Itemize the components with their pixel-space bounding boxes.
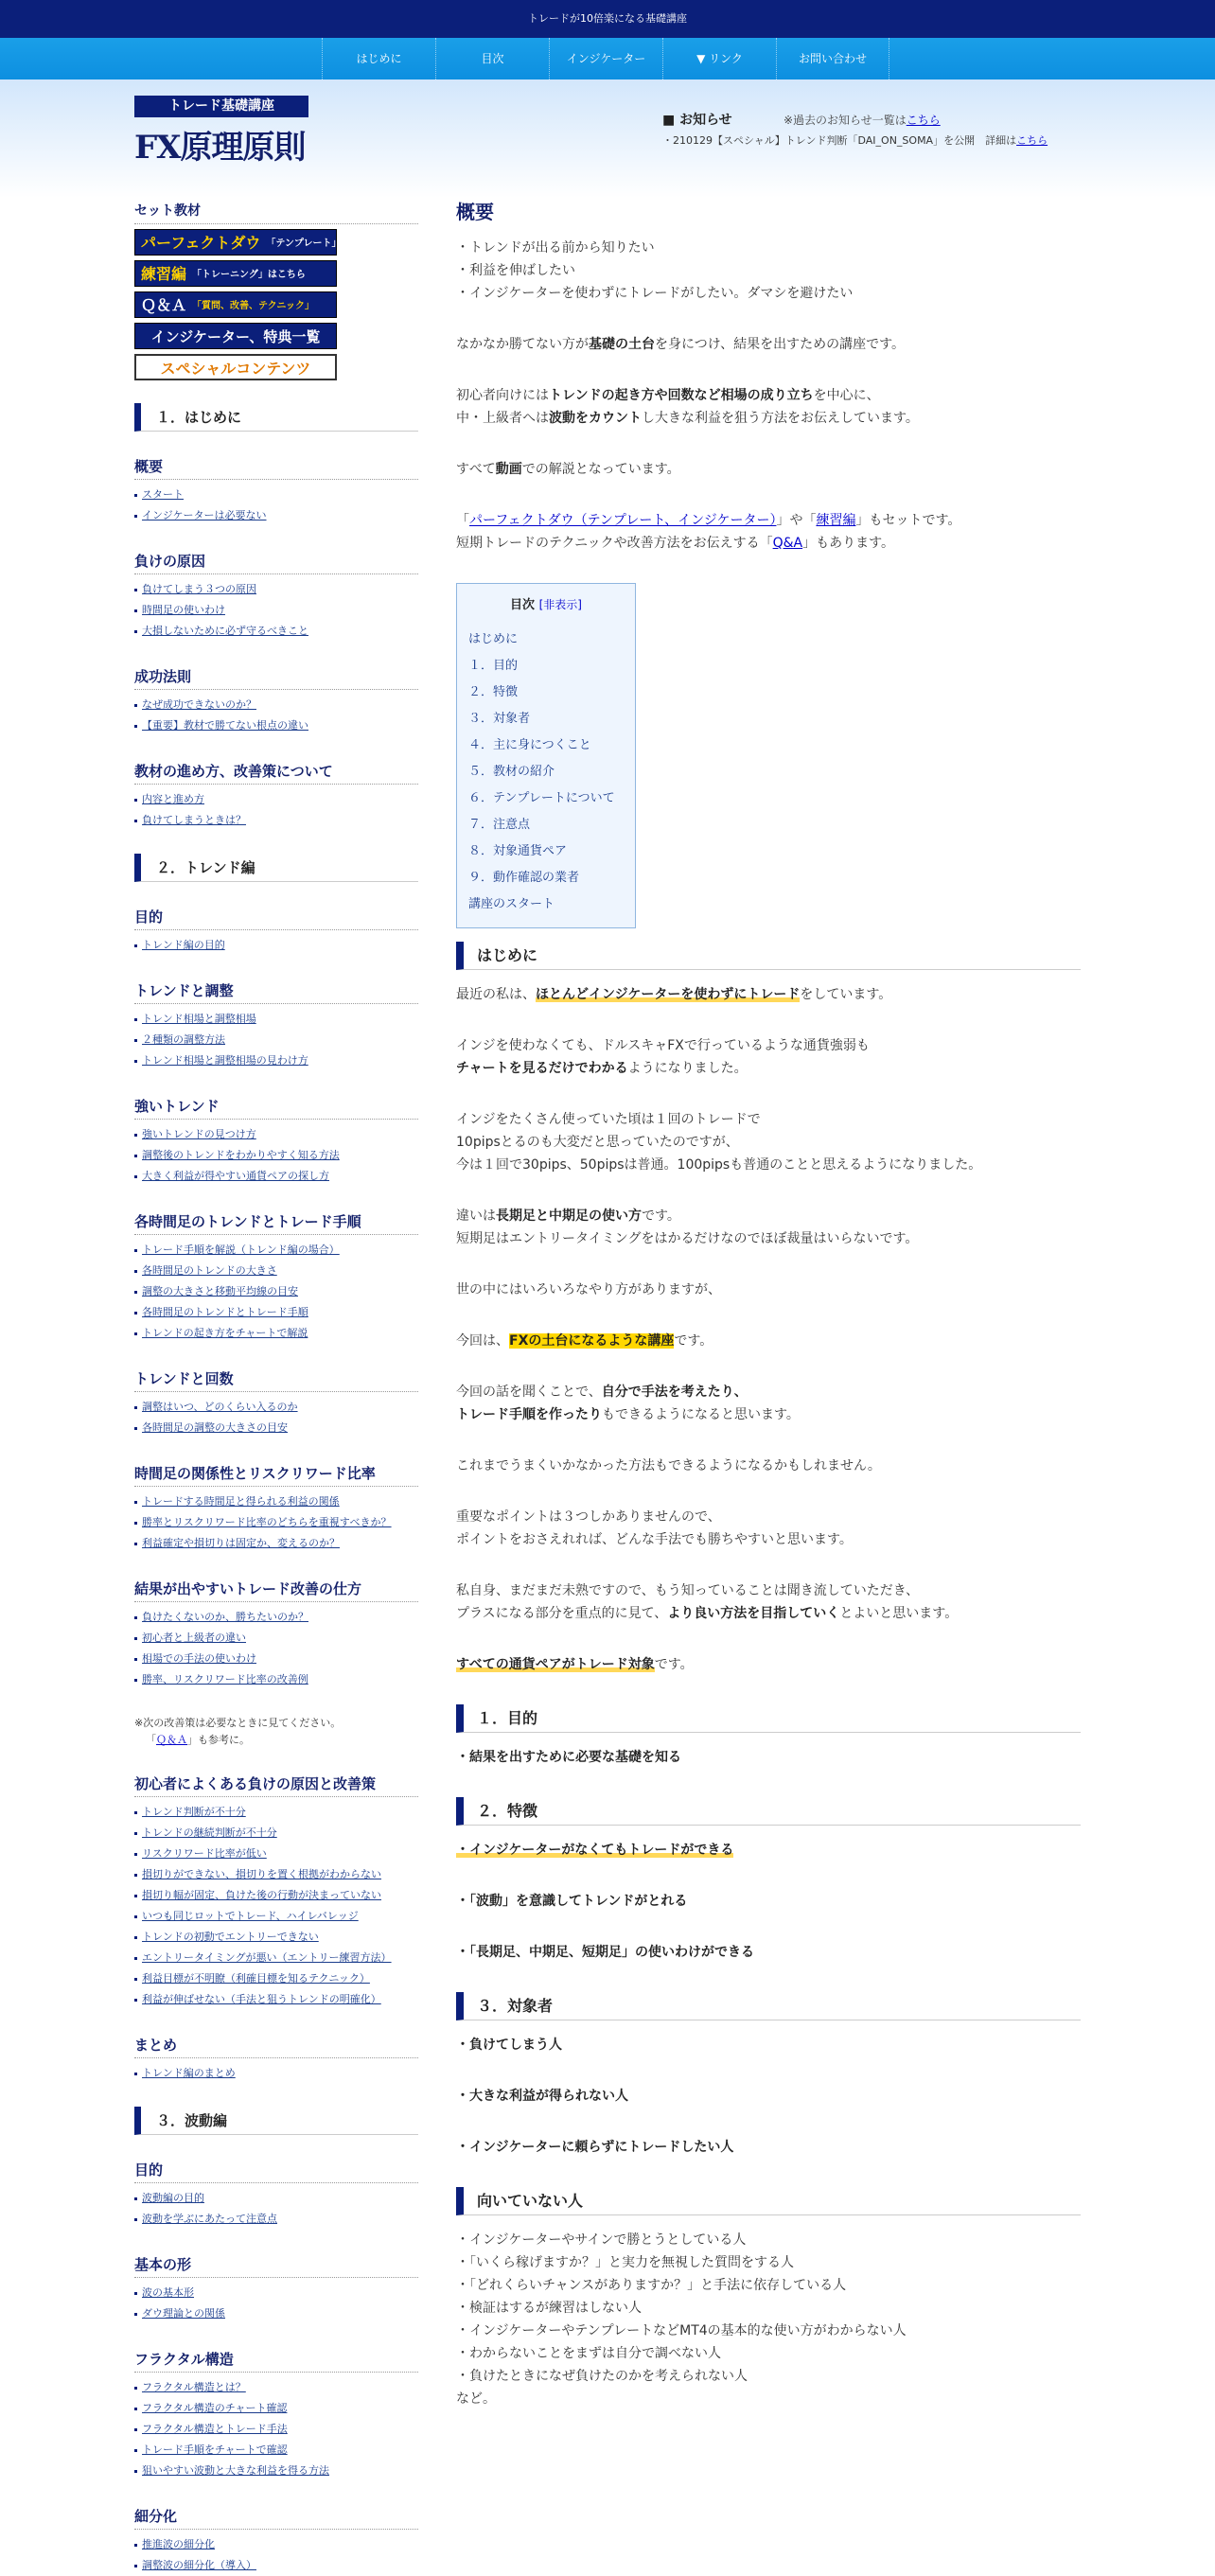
text: 「	[456, 513, 469, 528]
sidebar-link-item	[134, 2555, 418, 2576]
sidebar-group-title: 結果が出やすいトレード改善の仕方	[134, 1579, 418, 1602]
sidebar-link-item	[134, 695, 418, 715]
sidebar-link[interactable]: 内容と進め方	[142, 793, 204, 805]
text: 今回の話を聞くことで、	[456, 1385, 602, 1400]
sidebar-section-heading: ３．波動編	[134, 2107, 418, 2135]
feature-item	[456, 1941, 1081, 1964]
text: 今は１回で30pips、50pipsは普通。100pipsも普通のことと思えるようになりました。	[456, 1157, 982, 1173]
highlight-text: FXの土台になるような講座	[509, 1333, 675, 1349]
bold-text: ・負けてしまう人	[456, 2038, 562, 2053]
paragraph	[456, 1381, 1081, 1426]
sidebar-link[interactable]: 調整後のトレンドをわかりやすく知る方法	[142, 1149, 340, 1161]
sidebar-link-item	[134, 1009, 418, 1030]
text: 中・上級者へは	[456, 411, 549, 426]
sidebar-link[interactable]: なぜ成功できないのか？	[142, 698, 256, 711]
purpose-item	[456, 1746, 1081, 1769]
sidebar-link-item	[134, 1864, 418, 1885]
sidebar-link[interactable]: トレンド編の目的	[142, 939, 225, 951]
bold-text: トレンドの起き方や回数など相場の成り立ち	[549, 388, 814, 403]
news-detail-link[interactable]: こちら	[1016, 134, 1048, 147]
text: 私自身、まだまだ未熟ですので、もう知っていることは聞き流していただき、	[456, 1583, 920, 1598]
qa-banner[interactable]	[134, 291, 337, 318]
qa-sub: 「質問、改善、テクニック」	[192, 300, 315, 311]
paragraph	[456, 1108, 1081, 1176]
sidebar-link[interactable]: 狙いやすい波動と大きな利益を得る方法	[142, 2464, 329, 2477]
sidebar-link-item	[134, 1948, 418, 1968]
bold-text: ・「長期足、中期足、短期足」の使いわけができる	[456, 1945, 754, 1960]
perfect-dow-link[interactable]: パーフェクトダウ（テンプレート、インジケーター）	[469, 513, 777, 528]
text: なかなか勝てない方が	[456, 337, 589, 352]
not-suited-item: ・わからないことをまずは自分で調べない人	[456, 2346, 721, 2361]
sidebar-link-item	[134, 1669, 418, 1690]
paragraph	[456, 1205, 1081, 1250]
intro-item: ・利益を伸ばしたい	[456, 263, 575, 278]
toc-title	[468, 593, 624, 617]
paragraph	[456, 1034, 1081, 1080]
sidebar-group-title: 各時間足のトレンドとトレード手順	[134, 1211, 418, 1235]
toc-item[interactable]: １．目的	[468, 659, 519, 673]
sidebar-link-item	[134, 1166, 418, 1187]
paragraph	[456, 1330, 1081, 1352]
section-heading-features: ２．特徴	[456, 1797, 1081, 1826]
toc-item[interactable]: ５．教材の紹介	[468, 765, 555, 779]
toc-item[interactable]: ３．対象者	[468, 712, 531, 726]
not-suited-item: など。	[456, 2391, 496, 2407]
not-suited-item: ・インジケーターやテンプレートなどMT4の基本的な使い方がわからない人	[456, 2323, 907, 2338]
sidebar-link[interactable]: 相場での手法の使いわけ	[142, 1652, 256, 1665]
sidebar-link[interactable]: 調整はいつ、どのくらい入るのか	[142, 1401, 298, 1413]
sidebar-link[interactable]: フラクタル構造とは？	[142, 2381, 246, 2393]
paragraph	[456, 458, 1081, 481]
sidebar-link-list	[134, 485, 418, 526]
sidebar-link[interactable]: いつも同じロットでトレード、ハイレバレッジ	[142, 1910, 359, 1922]
sidebar-group-title: 基本の形	[134, 2254, 418, 2278]
sidebar-link-list	[134, 1124, 418, 1187]
sidebar-link[interactable]: エントリータイミングが悪い（エントリー練習方法）	[142, 1951, 392, 1964]
logo-subtitle[interactable]: トレード基礎講座	[134, 96, 308, 117]
sidebar-link[interactable]: 各時間足のトレンドの大きさ	[142, 1264, 277, 1277]
bold-text: ・「波動」を意識してトレンドがとれる	[456, 1894, 688, 1909]
text: 」もセットです。	[855, 513, 961, 528]
sidebar-link-list	[134, 2283, 418, 2324]
sidebar-link[interactable]: 勝率とリスクリワード比率のどちらを重視すべきか？	[142, 1516, 392, 1528]
sidebar-link-item	[134, 600, 418, 621]
sidebar-link-item	[134, 1927, 418, 1948]
intro-item: ・トレンドが出る前から知りたい	[456, 240, 655, 256]
sidebar-link-item	[134, 1491, 418, 1512]
sidebar-link-item	[134, 1418, 418, 1438]
sidebar-link[interactable]: 推進波の細分化	[142, 2538, 215, 2550]
qa-link[interactable]: Q&A	[772, 536, 803, 551]
sidebar-link[interactable]: トレンド相場と調整相場	[142, 1013, 256, 1025]
sidebar-link[interactable]: 大損しないために必ず守るべきこと	[142, 625, 308, 637]
sidebar-link-item	[134, 2188, 418, 2209]
sidebar-link[interactable]: 負けたくないのか、勝ちたいのか？	[142, 1611, 308, 1623]
toc-item[interactable]: ８．対象通貨ペア	[468, 844, 568, 858]
sidebar-link-item	[134, 715, 418, 736]
text: すべて	[456, 462, 496, 477]
sidebar-link-item	[134, 1844, 418, 1864]
sidebar-link-item	[134, 2303, 418, 2324]
nav-item-intro[interactable]: はじめに	[322, 38, 435, 79]
sidebar-link-item	[134, 2377, 418, 2398]
toc-item[interactable]: ７．注意点	[468, 818, 531, 832]
section-heading-purpose: １．目的	[456, 1704, 1081, 1733]
sidebar-link[interactable]: 損切りができない、損切りを置く根拠がわからない	[142, 1868, 381, 1880]
toc-item[interactable]: ６．テンプレートについて	[468, 791, 615, 805]
sidebar-note-text: 」も参考に。	[187, 1734, 250, 1746]
text: 短期トレードのテクニックや改善方法をお伝えする「	[456, 536, 773, 551]
section-heading-not-suited: 向いていない人	[456, 2187, 1081, 2215]
sidebar-link[interactable]: トレンドの初動でエントリーできない	[142, 1931, 319, 1943]
sidebar-link-item	[134, 1124, 418, 1145]
sidebar-link-list	[134, 2534, 418, 2576]
sidebar-note	[134, 1715, 418, 1749]
sidebar-link-item	[134, 1802, 418, 1823]
paragraph	[456, 509, 1081, 555]
text: です。	[654, 1657, 694, 1672]
nav-item-links[interactable]: ▼ リンク	[662, 38, 776, 79]
sidebar-link[interactable]: トレンドの継続判断が不十分	[142, 1826, 277, 1839]
paragraph	[456, 983, 1081, 1006]
news-item	[662, 132, 1079, 148]
sidebar-link-item	[134, 1649, 418, 1669]
not-suited-item: ・検証はするが練習はしない人	[456, 2301, 642, 2316]
sidebar-link-list	[134, 579, 418, 642]
sidebar-group-title: 目的	[134, 2160, 418, 2183]
news-archive-link[interactable]: こちら	[906, 114, 941, 127]
sidebar-qa-link[interactable]: Ｑ＆Ａ	[156, 1734, 187, 1746]
sidebar-link[interactable]: 調整の大きさと移動平均線の目安	[142, 1285, 298, 1297]
section-heading-target: ３．対象者	[456, 1992, 1081, 2020]
sidebar-link-item	[134, 1240, 418, 1261]
toc-item[interactable]: 講座のスタート	[468, 897, 555, 911]
sidebar-link-item	[134, 810, 418, 831]
target-item	[456, 2085, 1081, 2108]
sidebar-link[interactable]: トレンド判断が不十分	[142, 1806, 246, 1818]
bold-text: 動画	[495, 462, 522, 477]
sidebar-link-item	[134, 621, 418, 642]
sidebar-group-title: 目的	[134, 907, 418, 930]
sidebar-link-item	[134, 2461, 418, 2481]
practice-link[interactable]: 練習編	[816, 513, 856, 528]
text: を中心に、	[813, 388, 880, 403]
toc-toggle[interactable]: [非表示]	[538, 598, 582, 611]
sidebar-link[interactable]: 波動編の目的	[142, 2192, 204, 2204]
text: 10pipsとるのも大変だと思っていたのですが、	[456, 1135, 739, 1150]
practice-label: 練習編	[141, 265, 187, 283]
sidebar-link-list	[134, 789, 418, 831]
sidebar-group-title: まとめ	[134, 2035, 418, 2058]
text: 」もあります。	[802, 536, 895, 551]
sidebar-link[interactable]: 波の基本形	[142, 2286, 194, 2299]
practice-banner[interactable]	[134, 260, 337, 287]
sidebar-link-item	[134, 2398, 418, 2419]
sidebar-link-item	[134, 1607, 418, 1628]
sidebar-link-item	[134, 1823, 418, 1844]
text: 重要なポイントは３つしかありませんので、	[456, 1509, 721, 1525]
sidebar-link-item	[134, 1906, 418, 1927]
sidebar-group-title: 概要	[134, 456, 418, 480]
sidebar-link[interactable]: 各時間足の調整の大きさの目安	[142, 1421, 288, 1434]
sidebar-link-item	[134, 1261, 418, 1281]
sidebar-group-title: 成功法則	[134, 666, 418, 690]
sidebar-link-list	[134, 2188, 418, 2230]
special-content-banner[interactable]: スペシャルコンテンツ	[134, 354, 337, 380]
perfect-dow-label: パーフェクトダウ	[141, 234, 261, 252]
sidebar-link-list	[134, 1397, 418, 1438]
paragraph	[456, 384, 1081, 430]
sidebar-group-title: 強いトレンド	[134, 1096, 418, 1120]
sidebar-link[interactable]: 強いトレンドの見つけ方	[142, 1128, 256, 1140]
text: プラスになる部分を重点的に見て、	[456, 1606, 668, 1621]
highlight-text: ほとんどインジケーターを使わずにトレード	[536, 987, 801, 1002]
sidebar-link-list	[134, 1802, 418, 2010]
bold-text: ・結果を出すために必要な基礎を知る	[456, 1750, 681, 1765]
perfect-dow-banner[interactable]	[134, 229, 422, 256]
sidebar-group-title: トレンドと回数	[134, 1368, 418, 1392]
not-suited-item: ・インジケーターやサインで勝とうとしている人	[456, 2232, 747, 2248]
sidebar-link[interactable]: トレンドの起き方をチャートで解説	[142, 1327, 308, 1339]
sidebar-link[interactable]: フラクタル構造とトレード手法	[142, 2423, 288, 2435]
sidebar-link[interactable]: 負けてしまうときは？	[142, 814, 246, 826]
paragraph: これまでうまくいかなかった方法もできるようになるかもしれません。	[456, 1458, 881, 1473]
sidebar-link[interactable]: 損切り幅が固定、負けた後の行動が決まっていない	[142, 1889, 381, 1901]
sidebar-group-title: フラクタル構造	[134, 2349, 418, 2373]
sidebar-section-heading: ２．トレンド編	[134, 854, 418, 882]
sidebar-link[interactable]: 【重要】教材で勝てない根点の違い	[142, 719, 308, 732]
not-suited-item: ・負けたときになぜ負けたのかを考えられない人	[456, 2369, 748, 2384]
sidebar-link-item	[134, 2209, 418, 2230]
sidebar-link[interactable]: トレンド編のまとめ	[142, 2067, 236, 2079]
sidebar-link-item	[134, 1533, 418, 1554]
sidebar-link[interactable]: スタート	[142, 488, 184, 501]
sidebar-link[interactable]: 大きく利益が得やすい通貨ペアの探し方	[142, 1170, 329, 1182]
main-nav	[0, 38, 1215, 79]
table-of-contents	[456, 583, 636, 928]
text: 最近の私は、	[456, 987, 536, 1002]
toc-item[interactable]: ２．特徴	[468, 685, 519, 699]
text: 違いは	[456, 1209, 496, 1224]
sidebar-link-list	[134, 1491, 418, 1554]
bold-text: 自分で手法を考えたり、	[601, 1385, 748, 1400]
sidebar-link-list	[134, 2063, 418, 2084]
sidebar-group-title: 細分化	[134, 2506, 418, 2530]
sidebar-link-list	[134, 695, 418, 736]
sidebar-link-item	[134, 2283, 418, 2303]
top-banner-text: トレードが10倍楽になる基礎講座	[528, 12, 687, 25]
text: 今回は、	[456, 1333, 509, 1349]
text: です。	[674, 1333, 713, 1349]
sidebar-link-item	[134, 505, 418, 526]
target-item	[456, 2136, 1081, 2159]
sidebar-link-item	[134, 935, 418, 956]
sidebar-link-item	[134, 1050, 418, 1071]
section-heading-intro: はじめに	[456, 942, 1081, 970]
bold-text: 波動をカウント	[549, 411, 642, 426]
sidebar-link-item	[134, 1397, 418, 1418]
sidebar-link[interactable]: ２種類の調整方法	[142, 1033, 225, 1046]
sidebar-link[interactable]: 負けてしまう３つの原因	[142, 583, 256, 595]
intro-list	[456, 237, 1081, 305]
text: インジを使わなくても、ドルスキャFXで行っているような通貨強弱も	[456, 1038, 870, 1053]
sidebar-link-item	[134, 1281, 418, 1302]
sidebar-link[interactable]: フラクタル構造のチャート確認	[142, 2402, 288, 2414]
sidebar-link-list	[134, 1607, 418, 1690]
bold-text: 基礎の土台	[589, 337, 655, 352]
nav-item-contact[interactable]: お問い合わせ	[776, 38, 889, 79]
sidebar-link-item	[134, 1030, 418, 1050]
sidebar-link-list	[134, 935, 418, 956]
text: もできるようになると思います。	[602, 1407, 800, 1422]
sidebar-link-item	[134, 2063, 418, 2084]
sidebar-link-item	[134, 2440, 418, 2461]
sidebar-link[interactable]: ダウ理論との関係	[142, 2307, 225, 2320]
sidebar-link[interactable]: 利益確定や損切りは固定か、変えるのか？	[142, 1537, 340, 1549]
sidebar-link[interactable]: 波動を学ぶにあたって注意点	[142, 2213, 277, 2225]
page-title: 概要	[456, 201, 494, 223]
main-content	[456, 201, 1081, 2439]
sidebar-link-item	[134, 1989, 418, 2010]
sidebar-group-title: トレンドと調整	[134, 980, 418, 1004]
sidebar-link-item	[134, 1968, 418, 1989]
toc-item[interactable]: ９．動作確認の業者	[468, 871, 580, 885]
text: ようになりました。	[627, 1061, 748, 1076]
highlight-text: すべての通貨ペアがトレード対象	[456, 1657, 655, 1672]
sidebar-sections	[134, 403, 418, 2576]
sidebar-link-item	[134, 1323, 418, 1344]
text: 短期足はエントリータイミングをはかるだけなのでほぼ裁量はいらないです。	[456, 1231, 919, 1246]
sidebar-link[interactable]: 時間足の使いわけ	[142, 604, 225, 616]
site-header	[0, 79, 1215, 198]
practice-sub: 「トレーニング」はこちら	[192, 269, 306, 280]
sidebar-link-list	[134, 1009, 418, 1071]
sidebar-link[interactable]: 初心者と上級者の違い	[142, 1632, 246, 1644]
sidebar-link[interactable]: トレードする時間足と得られる利益の関係	[142, 1495, 340, 1508]
indicator-banner[interactable]: インジケーター、特典一覧	[134, 323, 337, 349]
news-item-text: ・210129【スペシャル】トレンド判断「DAI_ON_SOMA」を公開 詳細は	[662, 134, 1017, 147]
text: とよいと思います。	[839, 1606, 959, 1621]
sidebar-note-text: ※次の改善策は必要なときに見てください。	[134, 1717, 342, 1729]
sidebar-link-list	[134, 2377, 418, 2481]
sidebar-link-item	[134, 2419, 418, 2440]
sidebar-link[interactable]: 各時間足のトレンドとトレード手順	[142, 1306, 308, 1318]
text: インジをたくさん使っていた頃は１回のトレードで	[456, 1112, 761, 1127]
sidebar-link-item	[134, 579, 418, 600]
sidebar-link[interactable]: トレンド相場と調整相場の見わけ方	[142, 1054, 308, 1067]
news-note-text: ※過去のお知らせ一覧は	[784, 114, 907, 127]
sidebar-group-title: 負けの原因	[134, 551, 418, 574]
site-logo[interactable]: FX原理原則	[134, 129, 306, 167]
feature-item	[456, 1890, 1081, 1913]
text: 初心者向けには	[456, 388, 549, 403]
paragraph: 世の中にはいろいろなやり方がありますが、	[456, 1282, 721, 1297]
not-suited-list	[456, 2229, 1081, 2410]
sidebar-link-item	[134, 1302, 418, 1323]
bold-text: ・インジケーターに頼らずにトレードしたい人	[456, 2140, 734, 2155]
sidebar-section-heading: １．はじめに	[134, 403, 418, 432]
news-box	[662, 110, 1079, 148]
text: での解説となっています。	[521, 462, 680, 477]
paragraph	[456, 1506, 1081, 1551]
sidebar-group-title: 時間足の関係性とリスクリワード比率	[134, 1463, 418, 1487]
news-title: ■ お知らせ	[662, 113, 732, 128]
sidebar-link[interactable]: 勝率、リスクリワード比率の改善例	[142, 1673, 308, 1685]
sidebar	[134, 201, 422, 2576]
bold-text: 長期足と中期足の使い方	[496, 1209, 642, 1224]
sidebar-link[interactable]: インジケーターは必要ない	[142, 509, 267, 521]
text: ポイントをおさえれれば、どんな手法でも勝ちやすいと思います。	[456, 1532, 853, 1547]
nav-item-contents[interactable]: 目次	[435, 38, 549, 79]
sidebar-link[interactable]: 利益が伸ばせない（手法と狙うトレンドの明確化）	[142, 1993, 381, 2005]
sidebar-note-text: 「	[146, 1734, 156, 1746]
sidebar-link-item	[134, 1145, 418, 1166]
set-materials-heading: セット教材	[134, 201, 418, 224]
toc-title-text: 目次	[510, 598, 536, 612]
toc-items	[468, 626, 624, 918]
text: をしています。	[800, 987, 892, 1002]
not-suited-item: ・「いくら稼げますか？」と実力を無視した質問をする人	[456, 2255, 794, 2270]
top-banner	[0, 0, 1215, 38]
sidebar-link-item	[134, 2534, 418, 2555]
sidebar-group-title: 教材の進め方、改善策について	[134, 761, 418, 785]
text: し大きな利益を狙う方法をお伝えしています。	[642, 411, 919, 426]
highlight-text: ・インジケーターがなくてもトレードができる	[456, 1843, 734, 1858]
text: を身につけ、結果を出すための講座です。	[655, 337, 906, 352]
bold-text: チャートを見るだけでわかる	[456, 1061, 628, 1076]
text: です。	[642, 1209, 680, 1224]
text: 」や「	[776, 513, 817, 528]
sidebar-link-item	[134, 485, 418, 505]
nav-item-indicator[interactable]: インジケーター	[549, 38, 662, 79]
sidebar-link-item	[134, 1885, 418, 1906]
target-item	[456, 2034, 1081, 2056]
paragraph	[456, 1653, 1081, 1676]
not-suited-item: ・「どれくらいチャンスがありますか？」と手法に依存している人	[456, 2278, 847, 2293]
paragraph	[456, 333, 1081, 356]
sidebar-link[interactable]: トレード手順をチャートで確認	[142, 2444, 288, 2456]
sidebar-link-item	[134, 1628, 418, 1649]
sidebar-link-list	[134, 1240, 418, 1344]
bold-text: ・大きな利益が得られない人	[456, 2089, 628, 2104]
sidebar-group-title: 初心者によくある負けの原因と改善策	[134, 1773, 418, 1797]
news-note	[784, 112, 941, 128]
qa-label: Ｑ＆Ａ	[141, 296, 187, 314]
toc-item[interactable]: はじめに	[468, 632, 519, 646]
intro-item: ・インジケーターを使わずにトレードがしたい。ダマシを避けたい	[456, 286, 854, 301]
sidebar-link-item	[134, 789, 418, 810]
perfect-dow-sub: 「テンプレート」「インジ」はこちら	[266, 238, 422, 249]
sidebar-link[interactable]: 調整波の細分化（導入）	[142, 2559, 256, 2571]
feature-item	[456, 1839, 1081, 1861]
sidebar-link[interactable]: トレード手順を解説（トレンド編の場合）	[142, 1244, 340, 1256]
toc-item[interactable]: ４．主に身につくこと	[468, 738, 591, 752]
sidebar-link-item	[134, 1512, 418, 1533]
sidebar-link[interactable]: 利益目標が不明瞭（利確目標を知るテクニック）	[142, 1972, 370, 1985]
paragraph	[456, 1579, 1081, 1625]
bold-text: トレード手順を作ったり	[456, 1407, 602, 1422]
bold-text: より良い方法を目指していく	[667, 1606, 840, 1621]
sidebar-link[interactable]: リスクリワード比率が低い	[142, 1847, 267, 1860]
